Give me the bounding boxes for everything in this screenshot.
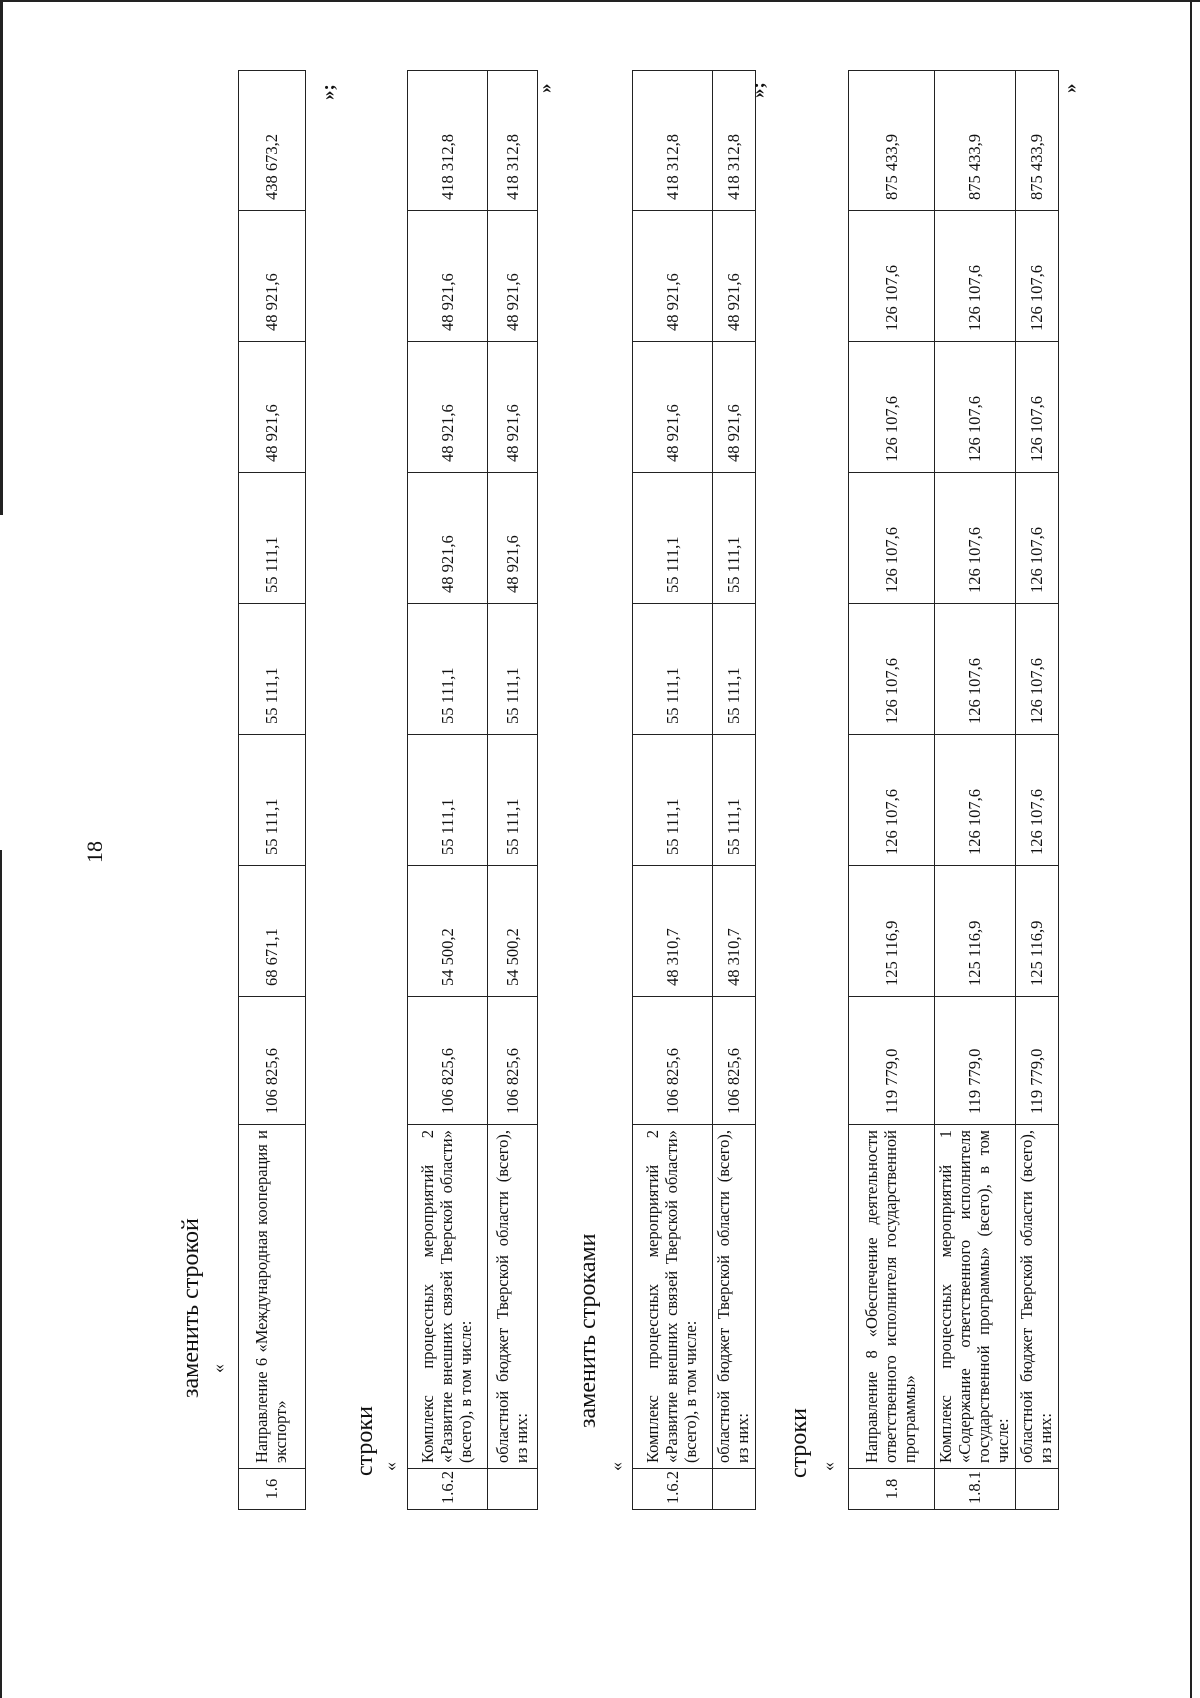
row-value: 55 111,1 [633, 473, 713, 604]
row-value: 48 921,6 [488, 211, 538, 342]
row-value: 48 921,6 [633, 342, 713, 473]
row-name: областной бюджет Тверской области (всего), из них: [713, 1125, 756, 1469]
row-value: 68 671,1 [239, 866, 306, 997]
row-value: 55 111,1 [488, 604, 538, 735]
row-value: 126 107,6 [1015, 342, 1058, 473]
row-value: 48 921,6 [633, 211, 713, 342]
row-value: 126 107,6 [849, 604, 935, 735]
row-number: 1.6.2 [633, 1469, 713, 1510]
row-value: 48 921,6 [408, 342, 488, 473]
table-section-1 [238, 70, 306, 1510]
row-value: 55 111,1 [239, 473, 306, 604]
row-value: 126 107,6 [1015, 473, 1058, 604]
row-value: 48 921,6 [488, 342, 538, 473]
close-mark: » [535, 83, 556, 93]
row-value: 48 921,6 [239, 211, 306, 342]
row-value: 126 107,6 [935, 735, 1016, 866]
row-value: 48 921,6 [408, 211, 488, 342]
open-quote: « [818, 1462, 838, 1471]
row-value: 126 107,6 [935, 604, 1016, 735]
row-value: 875 433,9 [849, 71, 935, 211]
row-value: 55 111,1 [633, 735, 713, 866]
row-value: 119 779,0 [1015, 997, 1058, 1125]
row-value: 126 107,6 [935, 342, 1016, 473]
table-section-2 [407, 70, 538, 1510]
section-heading-replace-with-row: заменить строкой [178, 1218, 204, 1398]
row-value: 48 310,7 [713, 866, 756, 997]
row-number [488, 1469, 538, 1510]
row-value: 55 111,1 [713, 473, 756, 604]
row-value: 875 433,9 [935, 71, 1016, 211]
row-name: Направление 6 «Международная кооперация и экспорт» [239, 1125, 306, 1469]
row-number [1015, 1469, 1058, 1510]
close-mark: »; [748, 82, 769, 98]
row-value: 125 116,9 [935, 866, 1016, 997]
row-value: 48 921,6 [713, 211, 756, 342]
table-row [488, 71, 538, 1510]
row-name: Комплекс процессных мероприятий 2 «Развитие внешних связей Тверской области» (всего), в том числе: [633, 1125, 713, 1469]
row-value: 126 107,6 [935, 211, 1016, 342]
row-value: 55 111,1 [713, 735, 756, 866]
table-row [1015, 71, 1058, 1510]
close-mark: » [1060, 83, 1081, 93]
row-value: 126 107,6 [849, 735, 935, 866]
table-row [849, 71, 935, 1510]
row-value: 54 500,2 [488, 866, 538, 997]
row-number: 1.8.1 [935, 1469, 1016, 1510]
row-value: 126 107,6 [849, 342, 935, 473]
row-value: 55 111,1 [408, 604, 488, 735]
row-value: 125 116,9 [1015, 866, 1058, 997]
row-value: 438 673,2 [239, 71, 306, 211]
row-value: 48 921,6 [408, 473, 488, 604]
row-name: областной бюджет Тверской области (всего), из них: [488, 1125, 538, 1469]
row-value: 126 107,6 [935, 473, 1016, 604]
table-row [713, 71, 756, 1510]
row-value: 418 312,8 [633, 71, 713, 211]
table-section-3 [632, 70, 756, 1510]
table-row [633, 71, 713, 1510]
row-number: 1.8 [849, 1469, 935, 1510]
row-value: 48 921,6 [488, 473, 538, 604]
row-value: 54 500,2 [408, 866, 488, 997]
row-value: 55 111,1 [239, 735, 306, 866]
row-value: 119 779,0 [849, 997, 935, 1125]
row-value: 418 312,8 [713, 71, 756, 211]
row-number: 1.6.2 [408, 1469, 488, 1510]
table-row [408, 71, 488, 1510]
table-section-4 [848, 70, 1059, 1510]
row-value: 106 825,6 [633, 997, 713, 1125]
row-number [713, 1469, 756, 1510]
row-value: 55 111,1 [239, 604, 306, 735]
row-value: 119 779,0 [935, 997, 1016, 1125]
row-value: 126 107,6 [1015, 604, 1058, 735]
row-name: Комплекс процессных мероприятий 1 «Содержание ответственного исполнителя государственной программы» (всего), в том числе: [935, 1125, 1016, 1469]
page-number: 18 [82, 841, 107, 863]
row-value: 106 825,6 [488, 997, 538, 1125]
row-value: 55 111,1 [408, 735, 488, 866]
row-value: 875 433,9 [1015, 71, 1058, 211]
row-value: 418 312,8 [408, 71, 488, 211]
table-row [239, 71, 306, 1510]
row-value: 55 111,1 [713, 604, 756, 735]
row-value: 106 825,6 [239, 997, 306, 1125]
row-value: 125 116,9 [849, 866, 935, 997]
row-value: 55 111,1 [488, 735, 538, 866]
row-value: 48 921,6 [713, 342, 756, 473]
section-heading-rows: строки [352, 1406, 378, 1476]
row-value: 126 107,6 [849, 211, 935, 342]
row-value: 126 107,6 [849, 473, 935, 604]
open-quote: « [606, 1462, 626, 1471]
section-heading-replace-with-rows: заменить строками [575, 1233, 601, 1428]
table-row [935, 71, 1016, 1510]
row-value: 126 107,6 [1015, 735, 1058, 866]
row-value: 106 825,6 [713, 997, 756, 1125]
open-quote: « [380, 1462, 400, 1471]
open-quote: « [208, 1364, 228, 1373]
row-value: 418 312,8 [488, 71, 538, 211]
row-value: 55 111,1 [633, 604, 713, 735]
row-value: 126 107,6 [1015, 211, 1058, 342]
row-number: 1.6 [239, 1469, 306, 1510]
row-value: 48 310,7 [633, 866, 713, 997]
row-name: областной бюджет Тверской области (всего), из них: [1015, 1125, 1058, 1469]
row-name: Направление 8 «Обеспечение деятельности ответственного исполнителя государственной программы» [849, 1125, 935, 1469]
close-mark: »; [318, 84, 339, 100]
row-value: 48 921,6 [239, 342, 306, 473]
section-heading-rows: строки [786, 1408, 812, 1478]
row-name: Комплекс процессных мероприятий 2 «Развитие внешних связей Тверской области» (всего), в том числе: [408, 1125, 488, 1469]
row-value: 106 825,6 [408, 997, 488, 1125]
